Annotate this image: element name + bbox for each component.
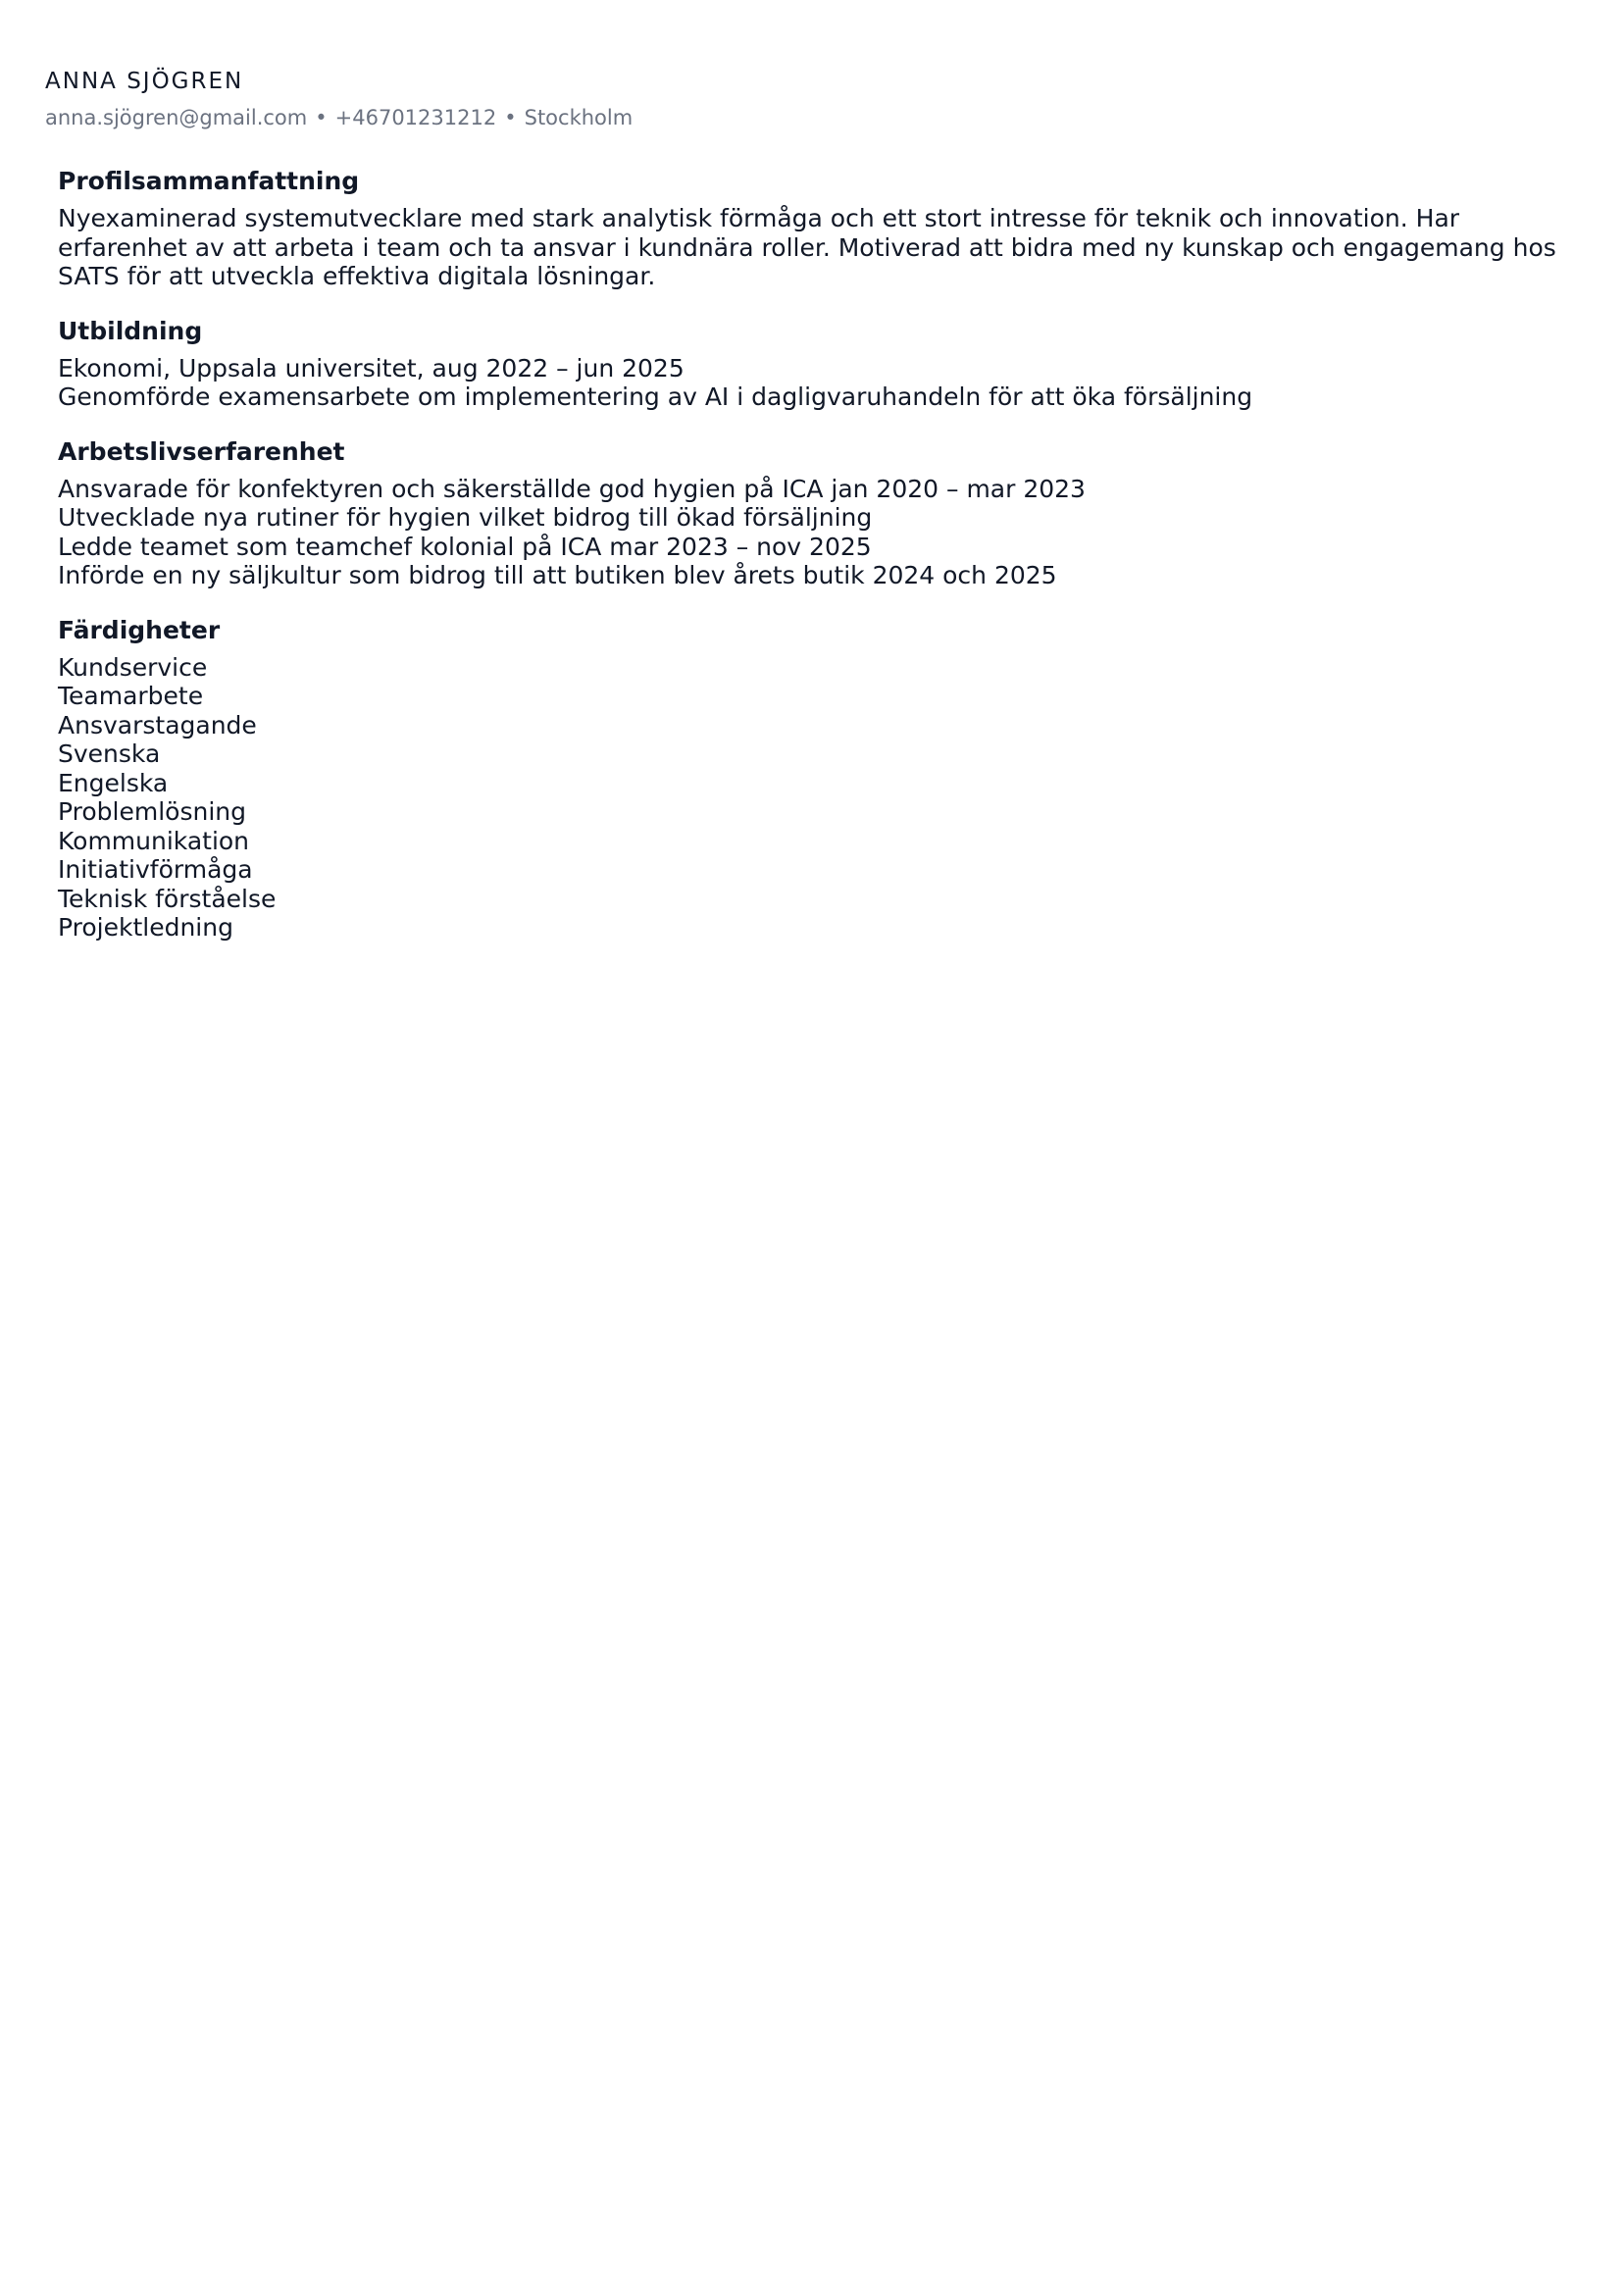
resume-content xyxy=(58,165,1588,966)
contact-line xyxy=(45,104,1575,131)
person-name: ANNA SJÖGREN xyxy=(45,69,244,94)
experience-line: Ansvarade för konfektyren och säkerställde god hygien på ICA jan 2020 – mar 2023 xyxy=(58,474,1086,503)
skill-item: Teknisk förståelse xyxy=(58,884,277,913)
experience-line: Införde en ny säljkultur som bidrog till att butiken blev årets butik 2024 och 2025 xyxy=(58,561,1057,589)
education-line: Ekonomi, Uppsala universitet, aug 2022 – jun 2025 xyxy=(58,353,685,382)
skill-item: Initiativförmåga xyxy=(58,855,253,884)
skill-item: Ansvarstagande xyxy=(58,710,257,739)
contact-separator: • xyxy=(504,106,517,129)
section-title-profile: Profilsammanfattning xyxy=(58,167,360,195)
section-title-education: Utbildning xyxy=(58,316,203,345)
contact-phone: +46701231212 xyxy=(334,106,497,129)
skill-item: Kommunikation xyxy=(58,826,250,855)
section-skills xyxy=(58,614,1588,943)
skill-item: Kundservice xyxy=(58,652,208,682)
skill-item: Svenska xyxy=(58,739,161,768)
section-profile xyxy=(58,165,1588,291)
section-title-experience: Arbetslivserfarenhet xyxy=(58,436,345,466)
section-experience xyxy=(58,435,1588,590)
skill-item: Engelska xyxy=(58,768,169,797)
profile-summary: Nyexaminerad systemutvecklare med stark analytisk förmåga och ett stort intresse för teknik och innovation. Har erfarenhet av att arbeta i team och ta ansvar i kundnära roller. Motiverad att bidra med ny kunskap och engagemang hos SATS för att utveckla effektiva digitala lösningar. xyxy=(58,204,1556,290)
skill-item: Teamarbete xyxy=(58,682,204,710)
skill-item: Problemlösning xyxy=(58,797,246,826)
contact-city: Stockholm xyxy=(524,106,634,129)
section-title-skills: Färdigheter xyxy=(58,615,221,644)
skill-item: Projektledning xyxy=(58,913,233,942)
experience-line: Ledde teamet som teamchef kolonial på ICA mar 2023 – nov 2025 xyxy=(58,532,872,561)
education-line: Genomförde examensarbete om implementering av AI i dagligvaruhandeln för att öka försäljning xyxy=(58,382,1253,411)
contact-email: anna.sjögren@gmail.com xyxy=(45,106,308,129)
experience-line: Utvecklade nya rutiner för hygien vilket bidrog till ökad försäljning xyxy=(58,503,873,532)
section-education xyxy=(58,315,1588,412)
resume-header xyxy=(45,67,1575,131)
contact-separator: • xyxy=(315,106,328,129)
